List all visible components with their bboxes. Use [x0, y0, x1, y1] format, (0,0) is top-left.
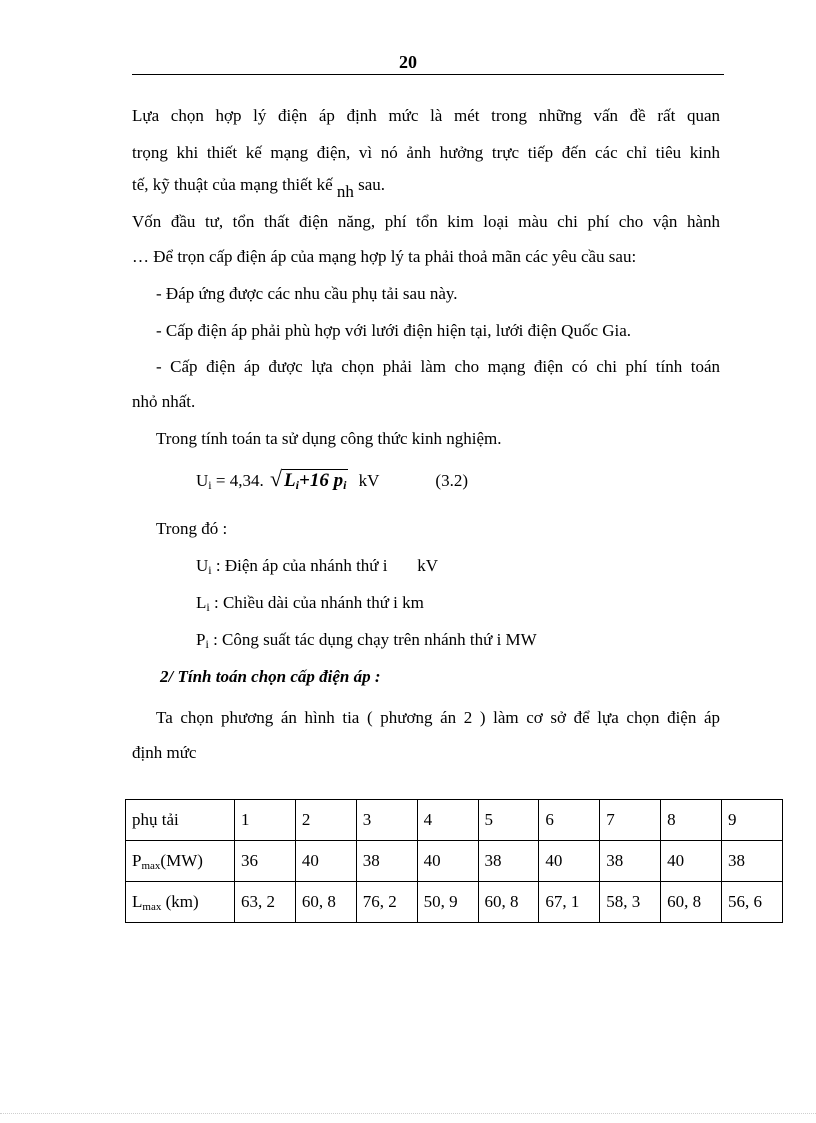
requirement-3-line-1: - Cấp điện áp được lựa chọn phải làm cho mạng điện có chi phí tính toán — [156, 357, 720, 376]
formula-lhs-rest: = 4,34. — [211, 471, 264, 490]
table-row-header — [126, 800, 783, 841]
table-cell: 4 — [417, 800, 478, 841]
table-row-pmax — [126, 841, 783, 882]
pmax-unit: (MW) — [160, 850, 203, 870]
table-cell: 2 — [295, 800, 356, 841]
table-cell: 3 — [356, 800, 417, 841]
radicand-mid: +16 p — [299, 470, 344, 491]
table-cell: 36 — [235, 841, 296, 882]
formula-unit: kV — [358, 471, 380, 490]
paragraph-2-line-2: … Để trọn cấp điện áp của mạng hợp lý ta phải thoả mãn các yêu cầu sau: — [132, 247, 637, 266]
equation-number: (3.2) — [435, 471, 468, 490]
table-cell: 6 — [539, 800, 600, 841]
paragraph-1-line-3-end: sau. — [358, 175, 386, 194]
definition-p-sub: i — [205, 637, 209, 651]
definition-l-sub: i — [206, 600, 210, 614]
table-cell: 40 — [661, 841, 722, 882]
table-cell: 40 — [539, 841, 600, 882]
pmax-var: P — [132, 850, 142, 870]
table-cell: 63, 2 — [235, 882, 296, 923]
section-title: 2/ Tính toán chọn cấp điện áp : — [160, 667, 381, 686]
table-header-label: phụ tải — [126, 800, 235, 841]
table-cell: 67, 1 — [539, 882, 600, 923]
paragraph-3-line-1: Ta chọn phương án hình tia ( phương án 2 ) làm cơ sở để lựa chọn điện áp — [156, 708, 720, 727]
pmax-sub: max — [141, 859, 161, 872]
radicand-sub-1: i — [295, 478, 299, 492]
pmax-label — [126, 841, 235, 882]
page-bottom-border — [0, 1113, 816, 1114]
table-cell: 76, 2 — [356, 882, 417, 923]
paragraph-1-line-2: trọng khi thiết kế mạng điện, vì nó ảnh hưởng trực tiếp đến các chỉ tiêu kinh — [132, 143, 720, 162]
table-cell: 60, 8 — [661, 882, 722, 923]
table-cell: 60, 8 — [295, 882, 356, 923]
paragraph-1-line-3 — [132, 174, 720, 201]
table-cell: 1 — [235, 800, 296, 841]
table-cell: 40 — [417, 841, 478, 882]
paragraph-2-line-1: Vốn đầu tư, tổn thất điện năng, phí tổn kim loại màu chi phí cho vận hành — [132, 212, 720, 231]
formula-sqrt — [270, 468, 348, 496]
page-number: 20 — [399, 52, 417, 72]
lmax-sub: max — [142, 900, 162, 913]
table-cell: 8 — [661, 800, 722, 841]
definition-l — [196, 592, 784, 618]
table-cell: 9 — [722, 800, 783, 841]
definition-p-var: P — [196, 630, 206, 649]
table-cell: 38 — [356, 841, 417, 882]
paragraph-1-line-1: Lựa chọn hợp lý điện áp định mức là mét trong những vấn đề rất quan — [132, 106, 720, 125]
table-cell: 50, 9 — [417, 882, 478, 923]
table-cell: 38 — [478, 841, 539, 882]
definition-l-text: : Chiều dài của nhánh thứ i km — [209, 593, 424, 612]
table-row-lmax — [126, 882, 783, 923]
table-cell: 56, 6 — [722, 882, 783, 923]
lmax-unit: (km) — [161, 891, 199, 911]
paragraph-1-line-3-text: tế, kỹ thuật của mạng thiết kế — [132, 175, 333, 194]
radicand-sub-2: i — [343, 478, 347, 492]
table-cell: 38 — [600, 841, 661, 882]
load-table — [125, 799, 783, 923]
definition-u-var: U — [196, 556, 209, 575]
definition-u-text: : Điện áp của nhánh thứ i kV — [211, 556, 439, 575]
definition-u — [196, 555, 784, 581]
where-label: Trong đó : — [156, 519, 228, 538]
formula-radicand — [282, 469, 348, 496]
definition-p-text: : Công suất tác dụng chạy trên nhánh thứ i MW — [208, 630, 537, 649]
formula-lhs-var: U — [196, 471, 209, 490]
formula-3-2 — [196, 468, 784, 496]
requirement-3-line-2: nhỏ nhất. — [132, 392, 196, 411]
table-cell: 5 — [478, 800, 539, 841]
radicand-l: L — [284, 470, 296, 491]
table-cell: 58, 3 — [600, 882, 661, 923]
table-cell: 40 — [295, 841, 356, 882]
sqrt-sign: √ — [269, 466, 283, 491]
paragraph-3-line-2: định mức — [132, 743, 197, 762]
lmax-var: L — [132, 891, 143, 911]
table-cell: 60, 8 — [478, 882, 539, 923]
formula-lhs-sub: i — [208, 478, 212, 492]
definition-u-sub: i — [208, 563, 212, 577]
requirement-2: - Cấp điện áp phải phù hợp với lưới điện hiện tại, lưới điện Quốc Gia. — [156, 321, 632, 340]
paragraph-1-subscript-nh: nh — [336, 182, 354, 201]
definition-l-var: L — [196, 593, 207, 612]
definition-p — [196, 629, 784, 655]
requirement-1: - Đáp ứng được các nhu cầu phụ tải sau này. — [156, 284, 458, 303]
table-cell: 38 — [722, 841, 783, 882]
formula-intro: Trong tính toán ta sử dụng công thức kinh nghiệm. — [156, 429, 502, 448]
header-rule — [132, 74, 724, 75]
lmax-label — [126, 882, 235, 923]
table-cell: 7 — [600, 800, 661, 841]
